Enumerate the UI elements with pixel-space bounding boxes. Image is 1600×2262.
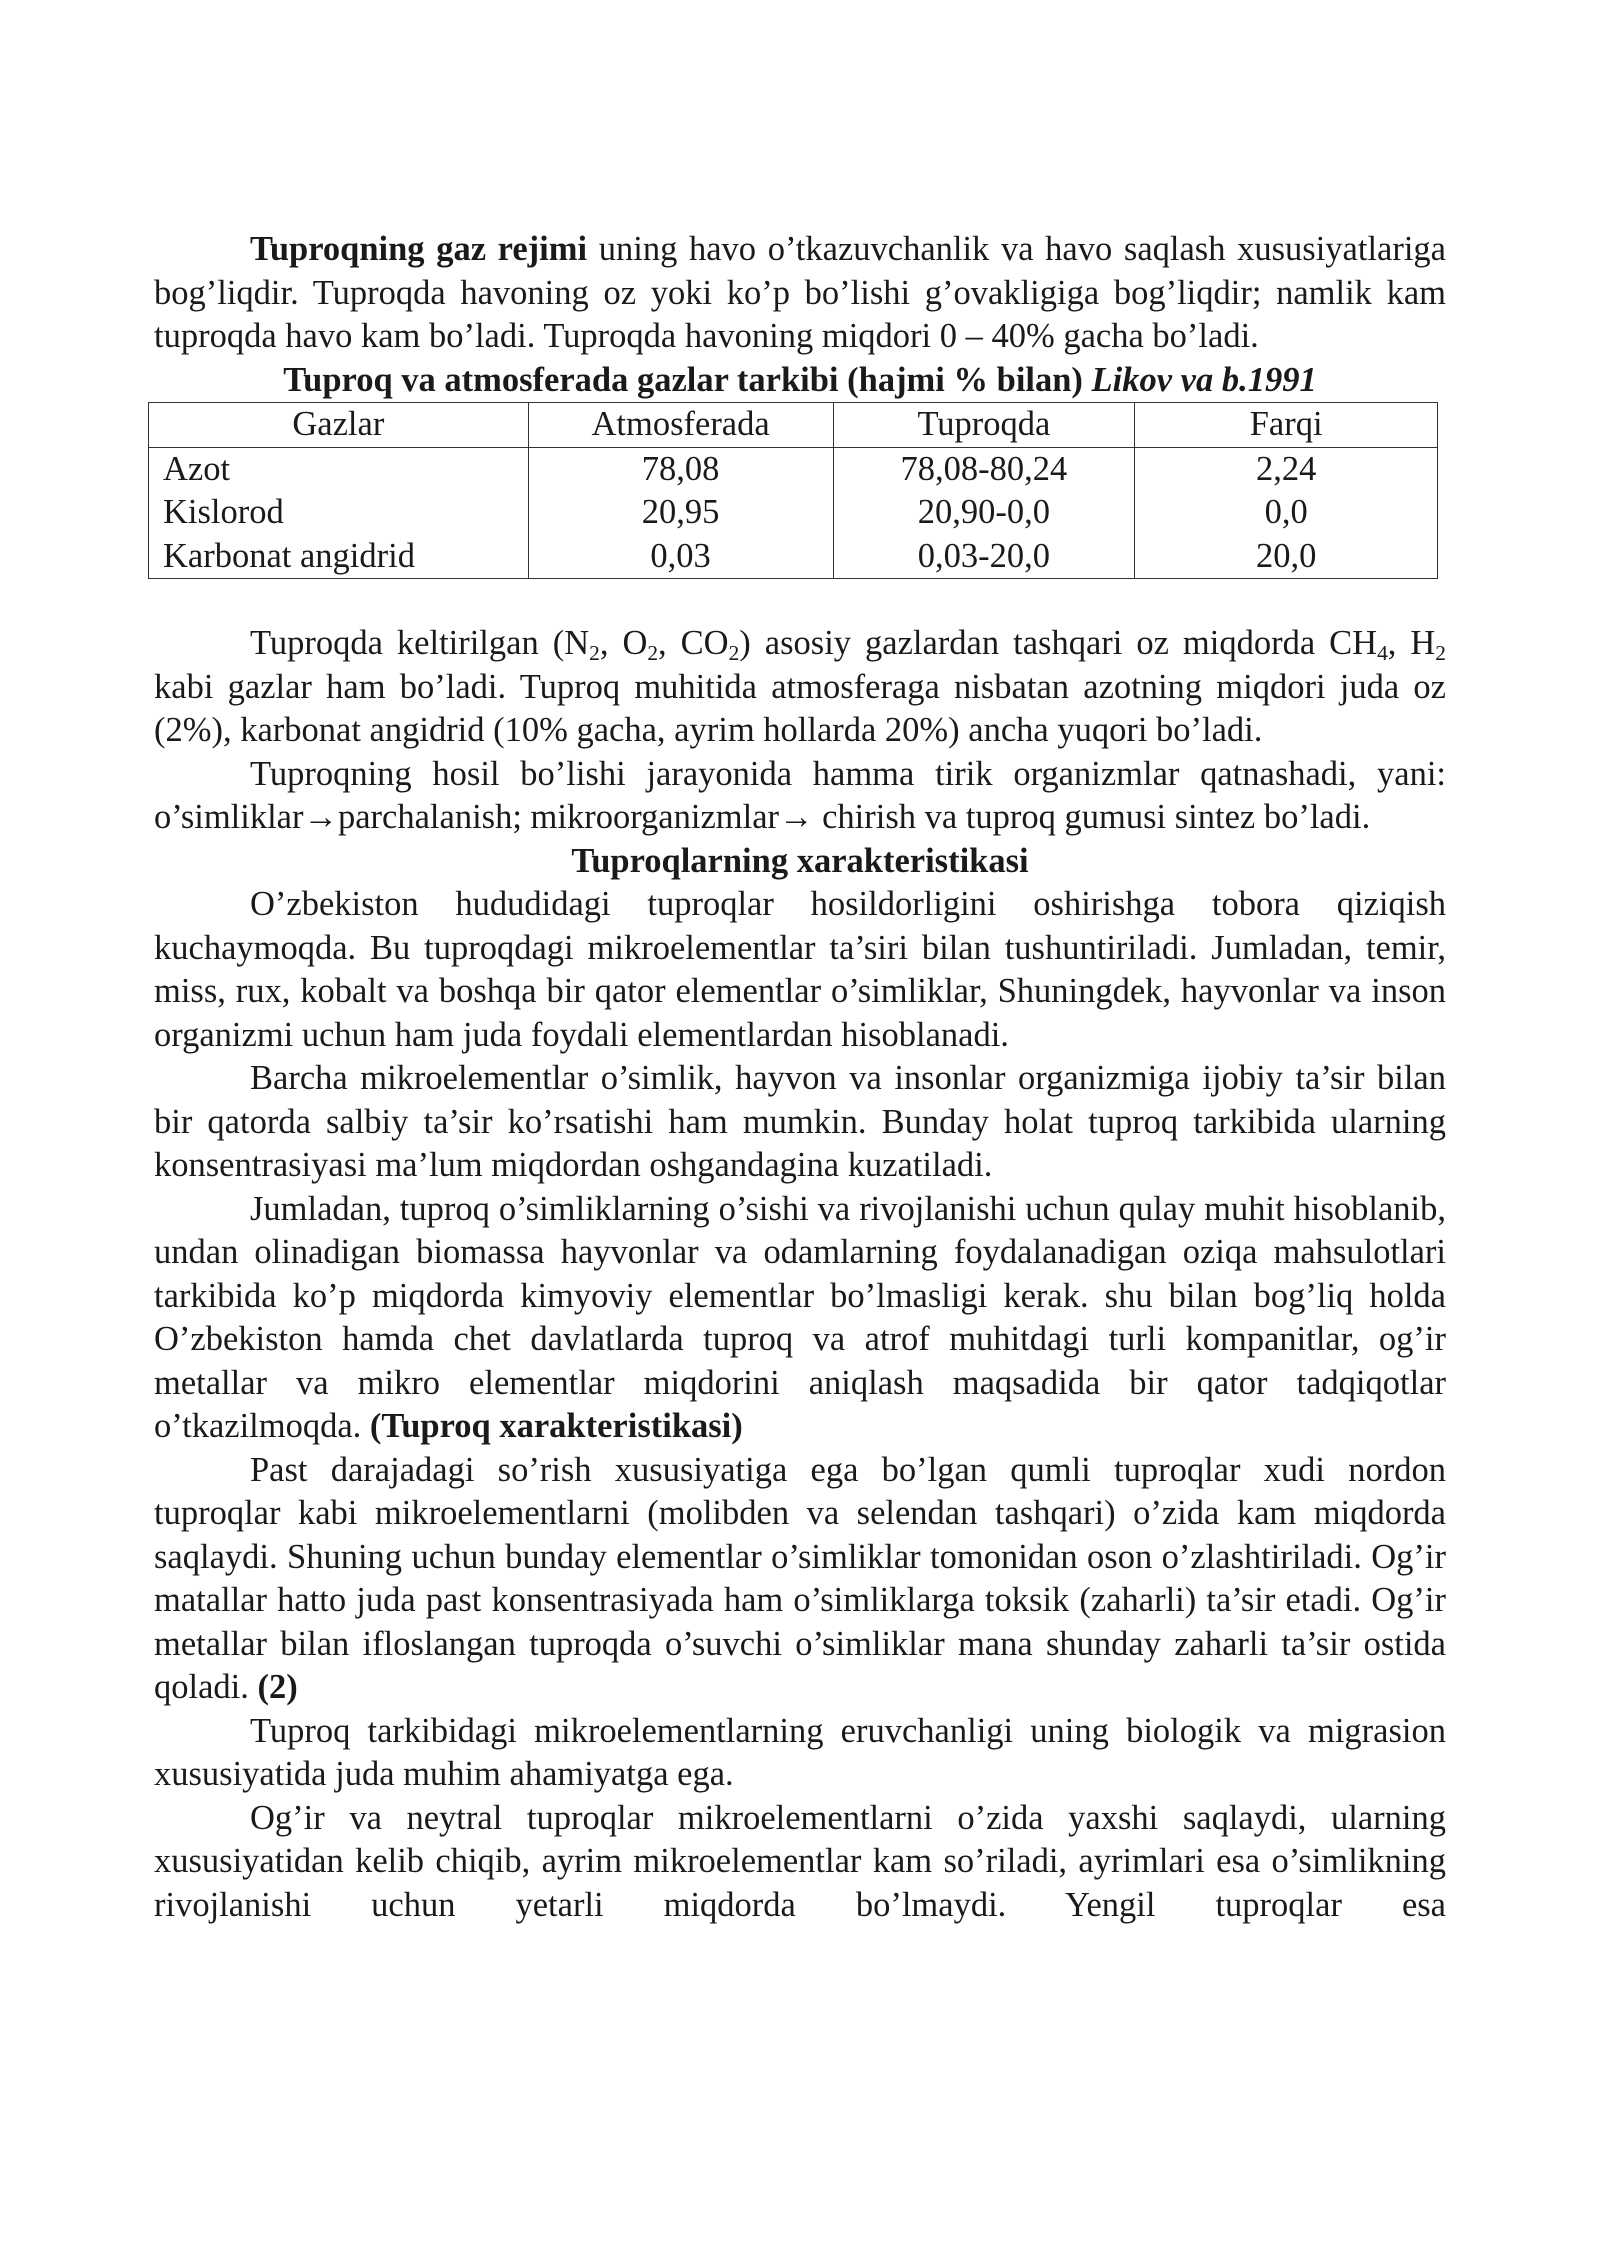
table-cell: 20,0 <box>1135 535 1438 579</box>
paragraph-uzbekistan: O’zbekiston hududidagi tuproqlar hosildorligini oshirishga tobora qiziqish kuchaymoqda. Bu tuproqdagi mikroelementlar ta’siri bilan tushuntiriladi. Jumladan, temir, miss, rux, kobalt va boshqa bir qator elementlar o’simliklar, Shuningdek, hayvonlar va inson organizmi uchun ham juda foydali elementlardan hisoblanadi. <box>154 885 1446 1054</box>
bold-term: Tuproqning gaz rejimi <box>250 230 588 268</box>
table-cell: Karbonat angidrid <box>149 535 529 579</box>
table-row <box>149 491 1438 535</box>
table-cell: Azot <box>149 447 529 491</box>
table-caption <box>154 359 1446 403</box>
column-header: Gazlar <box>149 403 529 448</box>
caption-source: Likov va b.1991 <box>1091 360 1317 399</box>
table-cell: Kislorod <box>149 491 529 535</box>
document-page <box>154 228 1446 1927</box>
table-cell: 78,08 <box>528 447 833 491</box>
table-cell: 0,03-20,0 <box>833 535 1135 579</box>
paragraph-sandy-soils: Past darajadagi so’rish xususiyatiga ega bo’lgan qumli tuproqlar xudi nordon tuproqlar kabi mikroelementlarni (molibden va selendan tashqari) o’zida kam miqdorda saqlaydi. Shuning uchun bunday elementlar o’simliklar tomonidan oson o’zlashtiriladi. Og’ir matallar hatto juda past konsentrasiyada ham o’simliklarga toksik (zaharli) ta’sir etadi. Og’ir metallar bilan ifloslangan tuproqda o’suvchi o’simliklar mana shunday zaharli ta’sir ostida qoladi. (2) <box>154 1450 1446 1706</box>
table-cell: 0,0 <box>1135 491 1438 535</box>
table-cell: 20,95 <box>528 491 833 535</box>
spacer <box>154 579 1446 622</box>
section-heading: Tuproqlarning xarakteristikasi <box>571 841 1029 880</box>
paragraph-organisms: Tuproqning hosil bo’lishi jarayonida hamma tirik organizmlar qatnashadi, yani: o’simliklar→parchalanish; mikroorganizmlar→ chirish va tuproq gumusi sintez bo’ladi. <box>154 754 1446 836</box>
paragraph-text: uning havo o’tkazuvchanlik va havo saqlash xususiyatlariga bog’liqdir. Tuproqda havoning oz yoki ko’p bo’lishi g’ovakligiga bog’liqdir; namlik kam tuproqda havo kam bo’ladi. Tuproqda havoning miqdori 0 – 40% gacha bo’ladi. <box>154 230 1446 355</box>
column-header: Atmosferada <box>528 403 833 448</box>
paragraph-gas-regime <box>154 228 1446 359</box>
paragraph-microelements: Barcha mikroelementlar o’simlik, hayvon va insonlar organizmiga ijobiy ta’sir bilan bir qatorda salbiy ta’sir ko’rsatishi ham mumkin. Bunday holat tuproq tarkibida ularning konsentrasiyasi ma’lum miqdordan oshgandagina kuzatiladi. <box>154 1059 1446 1184</box>
table-cell: 20,90-0,0 <box>833 491 1135 535</box>
bold-reference: (2) <box>257 1668 298 1706</box>
paragraph-solubility: Tuproq tarkibidagi mikroelementlarning eruvchanligi uning biologik va migrasion xususiyatida juda muhim ahamiyatga ega. <box>154 1711 1446 1793</box>
column-header: Farqi <box>1135 403 1438 448</box>
paragraph-heavy-soils: Og’ir va neytral tuproqlar mikroelementlarni o’zida yaxshi saqlaydi, ularning xususiyatidan kelib chiqib, ayrim mikroelementlar kam so’riladi, ayrimlari esa o’simlikning rivojlanishi uchun yetarli miqdorda bo’lmaydi. Yengil tuproqlar esa <box>154 1798 1446 1924</box>
table-header-row <box>149 403 1438 448</box>
caption-text: Tuproq va atmosferada gazlar tarkibi (hajmi % bilan) <box>283 360 1083 399</box>
table-row <box>149 447 1438 491</box>
table-cell: 0,03 <box>528 535 833 579</box>
table-cell: 78,08-80,24 <box>833 447 1135 491</box>
column-header: Tuproqda <box>833 403 1135 448</box>
table-cell: 2,24 <box>1135 447 1438 491</box>
bold-reference: (Tuproq xarakteristikasi) <box>369 1407 743 1445</box>
gas-composition-table <box>148 402 1438 579</box>
paragraph-research: Jumladan, tuproq o’simliklarning o’sishi va rivojlanishi uchun qulay muhit hisoblanib, undan olinadigan biomassa hayvonlar va odamlarning foydalanadigan oziqa mahsulotlari tarkibida ko’p miqdorda kimyoviy elementlar bo’lmasligi kerak. shu bilan bog’liq holda O’zbekiston hamda chet davlatlarda tuproq va atrof muhitdagi turli kompanitlar, og’ir metallar va mikro elementlar miqdorini aniqlash maqsadida bir qator tadqiqotlar o’tkazilmoqda. (Tuproq xarakteristikasi) <box>154 1189 1446 1445</box>
paragraph-gases: Tuproqda keltirilgan ($N_2$, $O_2$, $CO_2$) asosiy gazlardan tashqari oz miqdorda $CH_4$, $H_2$ kabi gazlar ham bo’ladi. Tuproq muhitida atmosferaga nisbatan azotning miqdori juda oz (2%), karbonat angidrid (10% gacha, ayrim hollarda 20%) ancha yuqori bo’ladi. <box>154 624 1446 749</box>
table-row <box>149 535 1438 579</box>
